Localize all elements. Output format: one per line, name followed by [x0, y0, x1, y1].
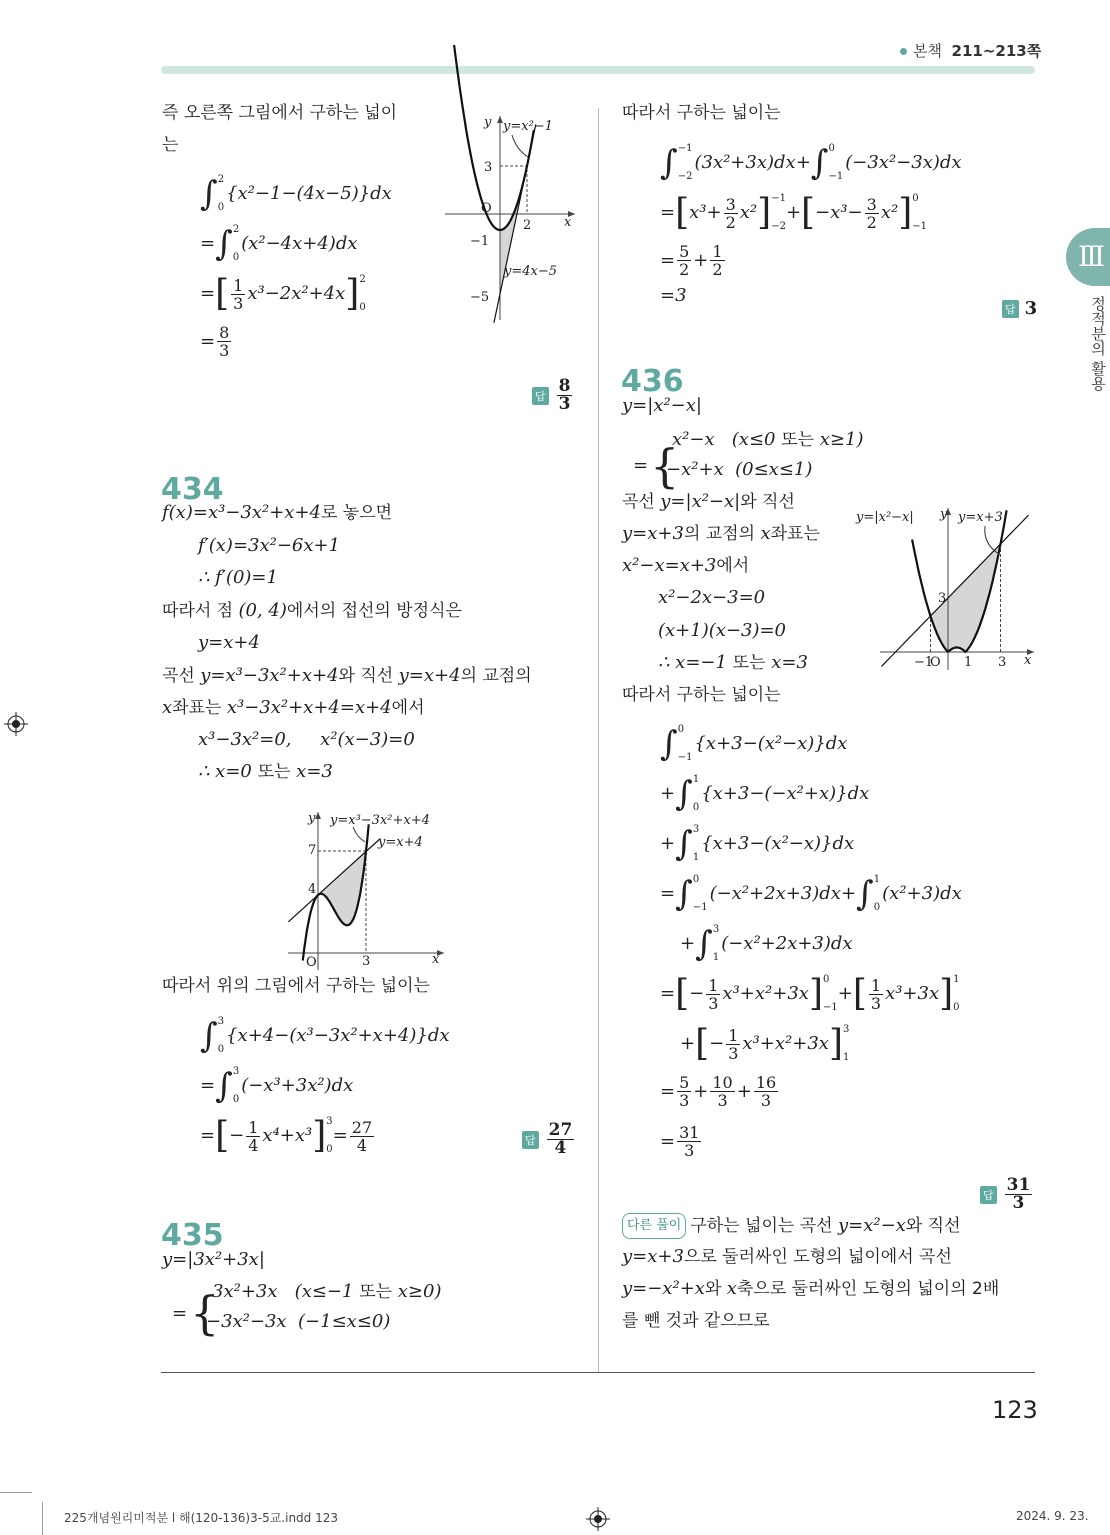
lower-limit: −1	[912, 221, 927, 232]
chapter-title: 정적분의 활용	[1089, 296, 1107, 391]
footer-date: 2024. 9. 23.	[1016, 1509, 1089, 1523]
equals-sign: =	[633, 455, 649, 476]
text-run: 따라서 점	[162, 601, 239, 621]
upper-limit: 2	[359, 274, 366, 285]
math-text: (3x²+3x)dx+	[694, 152, 811, 173]
math-text: x≥0)	[392, 1281, 442, 1302]
numerator: 1	[870, 975, 882, 995]
math-text: =3	[660, 285, 687, 306]
numerator: 31	[679, 1123, 700, 1142]
text-run: 또는	[781, 430, 815, 450]
tick-label: 4	[308, 882, 317, 897]
math-text: x	[162, 697, 173, 718]
curve-label: y=x³−3x²+x+4	[330, 813, 430, 828]
lower-limit: 1	[712, 952, 720, 963]
math-text: −3x²−3x (−1≤x≤0)	[206, 1311, 391, 1332]
math-text: =	[200, 283, 216, 304]
numerator: 10	[712, 1073, 733, 1092]
math-text: x	[726, 1278, 737, 1299]
text-run: 에서의 접선의 방정식은	[286, 601, 462, 621]
denominator: 3	[684, 1141, 695, 1160]
lower-limit: −1	[828, 171, 844, 182]
math-text: (x²−4x+4)dx	[241, 233, 358, 254]
page-number: 123	[992, 1396, 1038, 1424]
y-axis-label: y	[940, 507, 948, 522]
math-text: (0, 4)	[238, 600, 287, 621]
text-run: 즉 오른쪽 그림에서 구하는 넓이	[162, 103, 398, 123]
text-run: 의 교점의	[460, 666, 532, 686]
math-text: =	[660, 249, 676, 271]
integral-sign-icon: ∫	[695, 924, 713, 964]
denominator: 3	[717, 1091, 728, 1110]
integral-sign-icon: ∫	[675, 874, 693, 914]
math-text: x	[760, 523, 771, 544]
lower-limit: 0	[232, 1094, 240, 1105]
lower-limit: 0	[692, 802, 700, 813]
math-text: (x+1)(x−3)=0	[658, 620, 786, 641]
math-text: x³+	[689, 202, 722, 223]
math-text: y=x²−x	[837, 1215, 906, 1236]
origin-label: O	[930, 655, 941, 670]
math-text: +	[736, 1080, 752, 1102]
math-text: (−3x²−3x)dx	[845, 152, 962, 173]
tick-label: −5	[470, 290, 490, 305]
answer-value: 3	[1024, 298, 1038, 319]
curve	[454, 45, 534, 230]
y-axis-label: y	[484, 115, 492, 130]
integral-sign-icon: ∫	[675, 774, 693, 814]
math-text: {x+3−(x²−x)}dx	[694, 733, 848, 754]
numerator: 3	[866, 194, 877, 214]
text-run: 의 교점의	[683, 524, 761, 544]
math-text: x²−x (x≤0	[672, 429, 782, 450]
answer-denominator: 4	[554, 1138, 567, 1158]
math-text: =	[660, 202, 676, 223]
text-run: 또는	[359, 1282, 393, 1302]
denominator: 3	[679, 1091, 690, 1110]
answer-tag: 답	[522, 1131, 539, 1149]
denominator: 2	[866, 212, 877, 232]
text-run: 따라서 위의 그림에서 구하는 넓이는	[162, 976, 430, 996]
math-text: +	[660, 783, 676, 804]
lower-limit: 1	[842, 1052, 850, 1063]
brace-icon: {	[190, 1286, 220, 1340]
pointer-arrow-icon	[512, 135, 528, 157]
math-text: +	[785, 202, 802, 223]
math-text: x³−3x²=0, x²(x−3)=0	[198, 729, 415, 750]
bracket-icon: ]	[312, 1115, 327, 1156]
text-run: 또는	[257, 762, 291, 782]
bracket-icon: [	[695, 1023, 710, 1064]
chapter-tab: Ⅲ	[1066, 228, 1110, 286]
integral-sign-icon: ∫	[660, 724, 678, 764]
denominator: 2	[725, 212, 736, 232]
text-run: 는	[162, 135, 179, 155]
upper-limit: 3	[217, 1016, 225, 1027]
text-run: 에서	[716, 556, 750, 576]
math-text: y=x³−3x²+x+4	[200, 665, 339, 686]
math-text: y=x+3	[622, 1246, 684, 1267]
math-text: y=x+4	[398, 665, 461, 686]
math-text: x³−3x²+x+4=x+4	[226, 697, 392, 718]
denominator: 4	[248, 1135, 259, 1155]
bracket-icon: ]	[939, 973, 954, 1014]
denominator: 3	[219, 341, 230, 360]
numerator: 8	[219, 323, 230, 342]
bracket-icon: ]	[757, 192, 772, 233]
math-text: =	[200, 1075, 216, 1096]
pointer-arrow-icon	[353, 827, 365, 842]
bracket-icon: ]	[808, 973, 823, 1014]
tick-label: 1	[964, 655, 973, 670]
upper-limit: 2	[232, 224, 240, 235]
lower-limit: 0	[232, 252, 240, 263]
curve-label: y=|x²−x|	[856, 510, 914, 525]
lower-limit: 0	[873, 902, 881, 913]
math-text: +	[693, 1080, 709, 1102]
math-text: (−x²+2x+3)dx+	[709, 883, 857, 904]
text-run: 구하는 넓이는 곡선	[690, 1216, 838, 1236]
upper-limit: 0	[912, 193, 919, 204]
lower-limit: 0	[217, 1044, 225, 1055]
footer-file: 225개념원리미적분 l 해(120-136)3-5교.indd 123	[64, 1511, 339, 1525]
math-text: =	[200, 1125, 216, 1146]
math-text: =	[200, 330, 216, 352]
answer-tag: 답	[980, 1186, 997, 1204]
text-run: 좌표는	[770, 524, 820, 544]
text-run: 와 직선	[905, 1216, 961, 1236]
tick-label: 2	[523, 218, 532, 233]
y-axis-label: y	[308, 811, 316, 826]
math-text: =	[660, 1080, 676, 1102]
text-run: 를 뺀 것과 같으므로	[622, 1311, 770, 1331]
tick-label: −1	[470, 234, 490, 249]
math-text: =	[660, 983, 676, 1004]
tick-label: −1	[914, 655, 934, 670]
math-text: ∴ f′(0)=1	[198, 567, 278, 588]
math-text: (x²+3)dx	[882, 883, 962, 904]
math-text: −x³−	[815, 202, 863, 223]
upper-limit: 0	[677, 724, 685, 735]
math-text: +	[680, 933, 696, 954]
x-axis-label: x	[1024, 653, 1032, 668]
origin-label: O	[306, 955, 317, 970]
bracket-icon: [	[801, 192, 816, 233]
curve-label: y=x²−1	[503, 119, 553, 134]
bracket-icon: [	[215, 1115, 230, 1156]
book-label: 본책	[913, 42, 942, 60]
math-text: (−x³+3x²)dx	[241, 1075, 354, 1096]
math-text: ∴ x=0	[198, 761, 258, 782]
line-label: y=x+3	[958, 510, 1003, 525]
text-run: 와 직선	[338, 666, 399, 686]
lower-limit: 0	[953, 1002, 960, 1013]
math-text: x=3	[290, 761, 333, 782]
answer-tag: 답	[532, 387, 549, 405]
math-text: y=|3x²+3x|	[162, 1249, 265, 1270]
lower-limit: 0	[217, 202, 225, 213]
tick-label: 3	[998, 655, 1007, 670]
upper-limit: −1	[771, 193, 786, 204]
math-text: x²−2x−3=0	[658, 587, 766, 608]
text-run: 와 직선	[740, 492, 795, 512]
text-run: 로 놓으면	[320, 503, 393, 523]
math-text: x²−x=x+3	[622, 555, 717, 576]
math-text: x³+x²+3x	[742, 1033, 829, 1054]
math-text: x≥1)	[814, 429, 864, 450]
problem-number-434: 434	[161, 472, 224, 507]
upper-limit: −1	[677, 143, 693, 154]
origin-label: O	[481, 201, 492, 216]
problem-number-435: 435	[161, 1218, 224, 1253]
text-run: 따라서 구하는 넓이는	[622, 685, 781, 705]
alt-solution-tag: 다른 풀이	[622, 1213, 686, 1239]
math-text: y=x+3	[622, 523, 684, 544]
math-text: =	[660, 1130, 676, 1152]
math-text: x²	[739, 202, 758, 223]
bracket-icon: [	[675, 973, 690, 1014]
answer-tag: 답	[1002, 300, 1019, 318]
upper-limit: 3	[232, 1066, 240, 1077]
numerator: 1	[712, 242, 723, 261]
lower-limit: −2	[677, 171, 693, 182]
math-text: x³+x²+3x	[722, 983, 809, 1004]
text-run: 따라서 구하는 넓이는	[622, 103, 781, 123]
tick-label: 3	[484, 160, 493, 175]
text-run: 곡선	[162, 666, 201, 686]
integral-sign-icon: ∫	[675, 824, 693, 864]
upper-limit: 0	[692, 874, 700, 885]
math-text: {x+3−(x²−x)}dx	[701, 833, 855, 854]
text-run: 곡선	[622, 492, 661, 512]
integral-sign-icon: ∫	[200, 174, 218, 214]
integral-sign-icon: ∫	[810, 143, 829, 183]
bracket-icon: ]	[828, 1023, 843, 1064]
math-text: {x+3−(−x²+x)}dx	[701, 783, 870, 804]
denominator: 3	[233, 293, 244, 313]
math-text: x³+3x	[885, 983, 940, 1004]
denominator: 3	[870, 993, 882, 1013]
text-run: 에서	[391, 698, 425, 718]
line-label: y=4x−5	[504, 264, 558, 279]
upper-limit: 1	[953, 974, 960, 985]
math-text: −	[709, 1033, 725, 1054]
math-text: {x²−1−(4x−5)}dx	[226, 183, 392, 204]
denominator: 3	[708, 993, 719, 1013]
numerator: 5	[679, 242, 690, 261]
math-text: −x²+x (0≤x≤1)	[666, 459, 813, 480]
math-text: f′(x)=3x²−6x+1	[198, 535, 341, 556]
text-run: 와	[704, 1279, 727, 1299]
tick-label: 3	[938, 591, 947, 606]
math-text: x²	[880, 202, 899, 223]
numerator: 3	[725, 194, 736, 214]
denominator: 3	[760, 1091, 772, 1110]
denominator: 2	[679, 260, 690, 279]
math-text: ∴ x=−1	[658, 652, 733, 673]
denominator: 2	[712, 260, 723, 279]
upper-limit: 3	[326, 1116, 333, 1127]
math-text: =	[200, 233, 216, 254]
numerator: 16	[755, 1073, 777, 1092]
numerator: 1	[708, 975, 719, 995]
math-text: =	[332, 1125, 348, 1146]
math-text: +	[693, 249, 709, 271]
lower-limit: −2	[771, 221, 786, 232]
math-text: (−x²+2x+3)dx	[721, 933, 853, 954]
tick-label: 3	[362, 954, 371, 969]
math-text: =	[660, 883, 676, 904]
math-text: y=x+4	[198, 632, 260, 653]
upper-limit: 1	[692, 774, 700, 785]
math-text: y=|x²−x|	[622, 395, 702, 416]
numerator: 27	[351, 1117, 373, 1137]
math-text: +	[680, 1033, 696, 1054]
bracket-icon: [	[852, 973, 867, 1014]
math-text: y=|x²−x|	[660, 491, 741, 512]
text-run: 좌표는	[172, 698, 227, 718]
math-text: y=−x²+x	[622, 1278, 705, 1299]
denominator: 3	[728, 1043, 739, 1063]
math-text: f(x)=x³−3x²+x+4	[162, 502, 321, 523]
x-axis-label: x	[564, 215, 572, 230]
lower-limit: −1	[822, 1002, 838, 1013]
lower-limit: 0	[326, 1144, 333, 1155]
upper-limit: 2	[217, 174, 225, 185]
numerator: 1	[728, 1025, 739, 1045]
integral-sign-icon: ∫	[200, 1016, 218, 1056]
lower-limit: 1	[692, 852, 700, 863]
integral-sign-icon: ∫	[215, 224, 233, 264]
answer-denominator: 3	[1012, 1193, 1025, 1213]
numerator: 5	[679, 1073, 690, 1092]
guide-dashed-line	[500, 166, 527, 214]
math-text: x⁴+x³	[262, 1125, 313, 1146]
upper-limit: 3	[692, 824, 700, 835]
y-axis-arrow-icon	[315, 812, 321, 819]
text-run: 축으로 둘러싸인 도형의 넓이의 2배	[736, 1279, 1000, 1299]
lower-limit: −1	[692, 902, 708, 913]
answer-denominator: 3	[558, 394, 571, 414]
upper-limit: 1	[873, 874, 881, 885]
tick-label: 7	[308, 843, 317, 858]
math-text: {x+4−(x³−3x²+x+4)}dx	[226, 1025, 450, 1046]
equals-sign: =	[172, 1303, 188, 1324]
upper-limit: 3	[712, 924, 720, 935]
line-label: y=x+4	[378, 835, 423, 850]
denominator: 4	[356, 1135, 368, 1155]
upper-limit: 3	[842, 1024, 850, 1035]
bracket-icon: [	[675, 192, 690, 233]
math-text: 3x²+3x (x≤−1	[212, 1281, 360, 1302]
answer-numerator: 8	[558, 376, 571, 396]
answer-numerator: 27	[548, 1120, 573, 1140]
bracket-icon: ]	[345, 273, 360, 314]
integral-sign-icon: ∫	[660, 143, 678, 183]
page-range: 211~213쪽	[951, 42, 1042, 60]
lower-limit: −1	[677, 752, 693, 763]
text-run: 으로 둘러싸인 도형의 넓이에서 곡선	[683, 1247, 952, 1267]
problem-number-436: 436	[621, 364, 684, 399]
math-text: +	[837, 983, 853, 1004]
answer-numerator: 31	[1006, 1175, 1031, 1195]
integral-sign-icon: ∫	[215, 1066, 233, 1106]
integral-sign-icon: ∫	[856, 874, 874, 914]
bracket-icon: [	[215, 273, 230, 314]
math-text: +	[660, 833, 676, 854]
brace-icon: {	[650, 439, 680, 493]
upper-limit: 0	[828, 143, 835, 154]
upper-limit: 0	[822, 974, 830, 985]
math-text: x=3	[765, 652, 808, 673]
x-axis-label: x	[432, 952, 440, 967]
math-text: −	[229, 1125, 245, 1146]
numerator: 1	[233, 275, 244, 295]
text-run: 또는	[732, 653, 766, 673]
math-text: x³−2x²+4x	[247, 283, 346, 304]
numerator: 1	[248, 1117, 259, 1137]
lower-limit: 0	[359, 302, 366, 313]
math-text: −	[689, 983, 705, 1004]
bracket-icon: ]	[898, 192, 913, 233]
